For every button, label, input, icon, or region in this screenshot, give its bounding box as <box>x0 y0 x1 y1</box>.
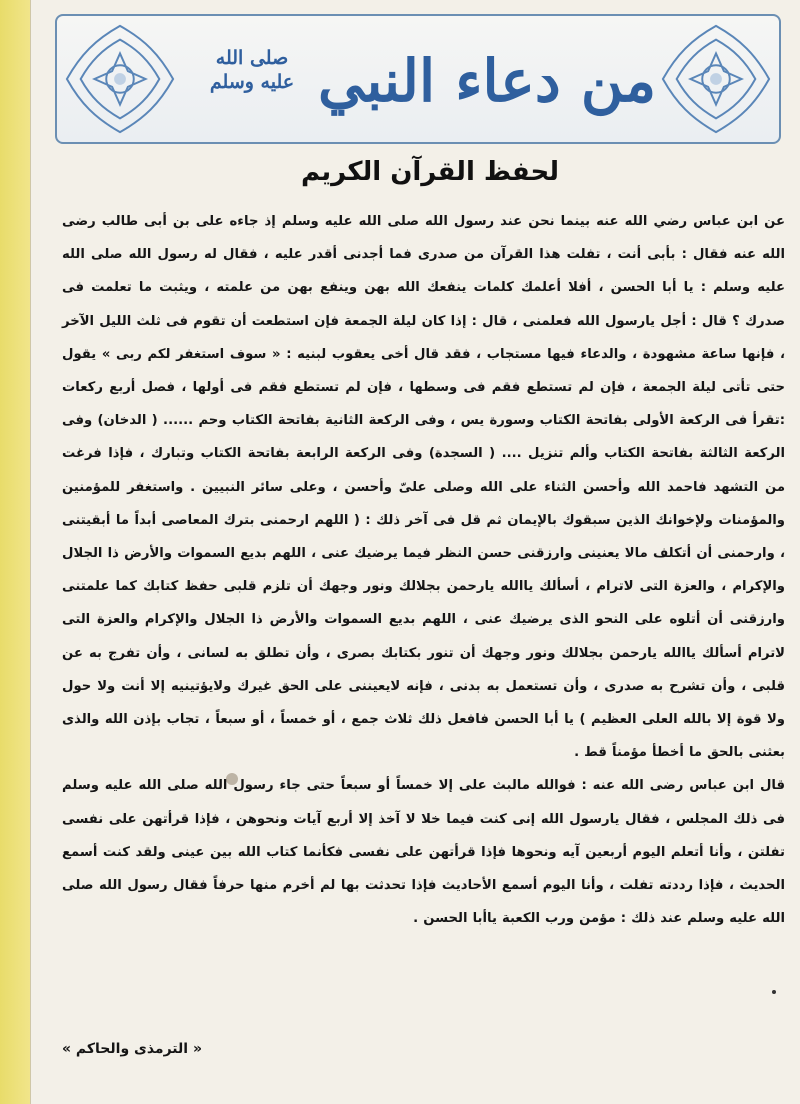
arabesque-ornament-left-icon <box>61 20 179 138</box>
article-body <box>62 205 785 1005</box>
page-title: من دعاء النبي <box>317 47 657 115</box>
paper-stain <box>226 773 238 785</box>
calligraphy-blessing: صلى الله عليه وسلم <box>209 47 295 93</box>
yellow-margin-strip <box>0 0 30 1104</box>
margin-dot <box>772 990 776 994</box>
paragraph-2: قال ابن عباس رضى الله عنه : فوالله مالبث على إلا خمساً أو سبعاً حتى جاء رسول الله صلى الله عليه وسلم فى ذلك المجلس ، فقال يارسول الله إنى كنت فيما خلا لا آخذ إلا أربع آيات ونحوهن ، فإذا قرأتهن على نفسى تفلتن ، وأنا أتعلم اليوم أربعين آيه ونحوها فإذا قرأتهن على نفسى فكأنما كتاب الله بين عينى ولقد كنت أسمع الحديث ، فإذا رددته تفلت ، وأنا اليوم أسمع الأحاديث فإذا تحدثت بها لم أخرم منها حرفاً فقال رسول الله صلى الله عليه وسلم عند ذلك : مؤمن ورب الكعبة ياأبا الحسن . <box>62 778 785 927</box>
source-citation: « الترمذى والحاكم » <box>62 1041 202 1057</box>
paragraph-1: عن ابن عباس رضي الله عنه بينما نحن عند رسول الله صلى الله عليه وسلم إذ جاءه على بن أبى طالب رضى الله عنه فقال : بأبى أنت ، تفلت هذا القرآن من صدرى فما أجدنى أقدر عليه ، فقال له رسول الله صلى الله عليه وسلم : يا أبا الحسن ، أفلا أعلمك كلمات ينفعك الله بهن وينفع بهن من علمته ، ويثبت ما تعلمت فى صدرك ؟ قال : أجل يارسول الله فعلمنى ، قال : إذا كان ليلة الجمعة فإن استطعت أن تقوم فى ثلث الليل الآخر ، فإنها ساعة مشهودة ، والدعاء فيها مستجاب ، فقد قال أخى يعقوب لبنيه : « سوف استغفر لكم ربى » يقول حتى تأتى ليلة الجمعة ، فإن لم تستطع فقم فى وسطها ، فإن لم تستطع فقم فى أولها ، فصل أربع ركعات :تقرأ فى الركعة الأولى بفاتحة الكتاب وسورة يس ، وفى الركعة الثانية بفاتحة الكتاب وحم ...... ( الدخان) وفى الركعة الثالثة بفاتحة الكتاب وألم تنزيل .... ( السجدة) وفى الركعة الرابعة بفاتحة الكتاب وتبارك ، فإذا فرغت من التشهد فاحمد الله وأحسن الثناء على الله وصلى علىّ وأحسن ، وعلى سائر النبيين . واستغفر للمؤمنين والمؤمنات ولإخوانك الذين سبقوك بالإيمان ثم قل فى آخر ذلك : ( اللهم ارحمنى بترك المعاصى أبداً ما أبقيتنى ، وارحمنى أن أتكلف مالا يعنينى وارزقنى حسن النظر فيما يرضيك عنى ، اللهم بديع السموات والأرض ذا الجلال والإكرام ، والعزة التى لاترام ، أسألك ياالله يارحمن بجلالك ونور وجهك أن تلزم قلبى حفظ كتابك كما علمتنى وارزقنى أن أتلوه على النحو الذى يرضيك عنى ، اللهم بديع السموات والأرض ذا الجلال والإكرام والعزة التى لاترام أسألك ياالله يارحمن بجلالك ونور وجهك أن تنور بكتابك بصرى ، وأن تطلق به لسانى ، وأن تفرج به عن قلبى ، وأن تشرح به صدرى ، وأن تستعمل به بدنى ، فإنه لايعيننى على الحق غيرك ولايؤتينيه إلا أنت ولا حول ولا قوة إلا بالله العلى العظيم ) يا أبا الحسن فافعل ذلك ثلاث جمع ، أو خمساً ، أو سبعاً ، تجاب بإذن الله والذى بعثنى بالحق ما أخطأ مؤمناً قط . <box>62 214 785 761</box>
article-subtitle: لحفظ القرآن الكريم <box>301 157 559 187</box>
header-banner <box>55 14 781 144</box>
